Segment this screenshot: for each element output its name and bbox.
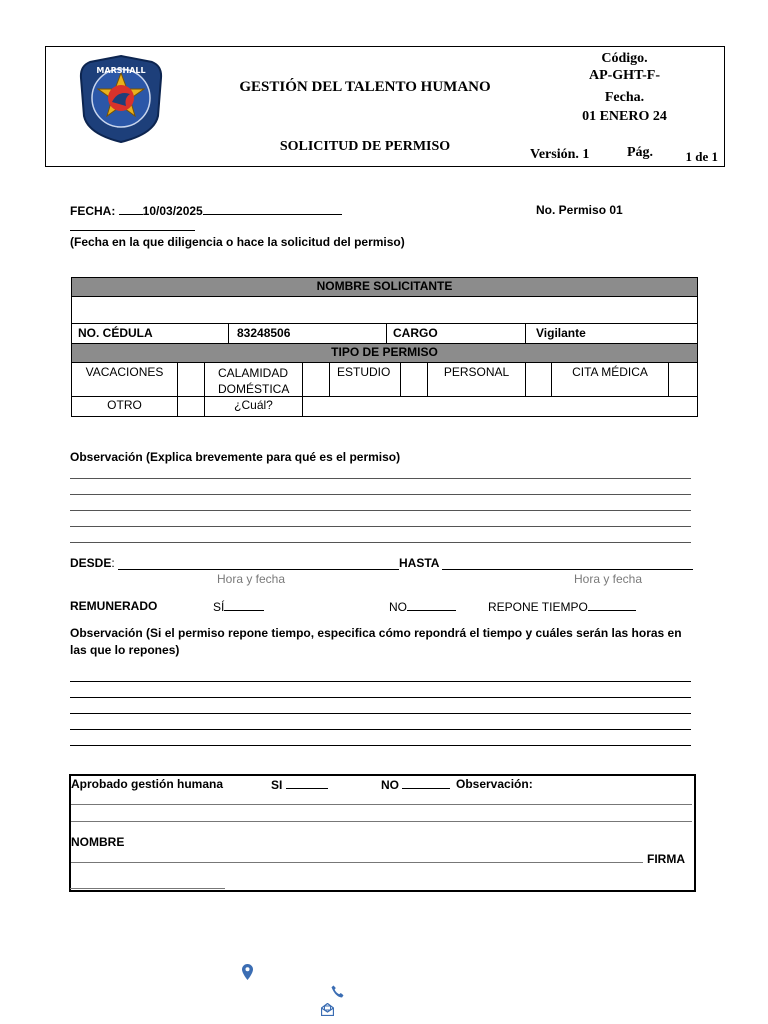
approval-obs-label: Observación: bbox=[456, 777, 533, 791]
type-vacaciones: VACACIONES bbox=[72, 363, 178, 397]
permiso-number bbox=[536, 203, 623, 217]
check-cita-medica[interactable] bbox=[669, 363, 697, 397]
code-value: AP-GHT-F- bbox=[588, 68, 661, 83]
mail-icon bbox=[321, 1003, 334, 1016]
hasta-field[interactable] bbox=[442, 569, 693, 570]
approval-si[interactable]: SI bbox=[271, 777, 328, 792]
repone-tiempo-option[interactable]: REPONE TIEMPO bbox=[488, 599, 636, 614]
desde-hint: Hora y fecha bbox=[217, 572, 286, 586]
page-cell bbox=[623, 127, 724, 166]
firma-label: FIRMA bbox=[647, 852, 685, 866]
date-label: Fecha. bbox=[604, 90, 645, 105]
check-vacaciones[interactable] bbox=[178, 363, 205, 397]
marshall-logo bbox=[78, 54, 164, 144]
check-personal[interactable] bbox=[526, 363, 552, 397]
no-option[interactable]: NO bbox=[389, 599, 456, 614]
header-table bbox=[45, 46, 725, 167]
type-otro: OTRO bbox=[72, 397, 178, 416]
desde-label: DESDE bbox=[70, 556, 112, 570]
fecha-label: FECHA: bbox=[70, 204, 116, 218]
cargo-label: CARGO bbox=[387, 324, 526, 343]
logo-cell bbox=[46, 47, 205, 166]
desde-colon: : bbox=[111, 556, 115, 570]
observation-2-label: Observación (Si el permiso repone tiempo, especifica cómo repondrá el tiempo y cuáles serán las horas en las que lo repones) bbox=[70, 626, 682, 657]
type-cita-medica: CITA MÉDICA bbox=[552, 363, 669, 397]
nombre-label: NOMBRE bbox=[71, 835, 125, 849]
date-value: 01 ENERO 24 bbox=[582, 109, 667, 124]
version-cell bbox=[525, 127, 623, 166]
approval-label: Aprobado gestión humana bbox=[71, 777, 224, 791]
observation-1-label: Observación (Explica brevemente para qué es el permiso) bbox=[70, 450, 401, 464]
which-label: ¿Cuál? bbox=[205, 397, 303, 416]
permiso-label: No. Permiso bbox=[536, 203, 607, 217]
check-calamidad[interactable] bbox=[303, 363, 330, 397]
which-field[interactable] bbox=[303, 397, 697, 416]
nombre-line[interactable] bbox=[71, 862, 643, 863]
cedula-value[interactable]: 83248506 bbox=[229, 324, 387, 343]
code-label: Código. bbox=[601, 51, 648, 66]
type-personal: PERSONAL bbox=[428, 363, 526, 397]
fecha-value[interactable]: 10/03/2025 bbox=[142, 204, 203, 218]
svg-text:MARSHALL: MARSHALL bbox=[96, 66, 146, 75]
hasta-hint: Hora y fecha bbox=[574, 572, 643, 586]
solicitante-table bbox=[71, 277, 698, 417]
location-icon bbox=[242, 964, 253, 980]
tipo-header: TIPO DE PERMISO bbox=[72, 343, 697, 363]
approval-box bbox=[69, 774, 696, 892]
phone-icon bbox=[331, 985, 344, 998]
approval-obs-line-2[interactable] bbox=[71, 821, 692, 822]
document-title: GESTIÓN DEL TALENTO HUMANO bbox=[239, 78, 491, 95]
document-subtitle: SOLICITUD DE PERMISO bbox=[279, 138, 451, 154]
firma-line[interactable] bbox=[70, 888, 225, 889]
check-otro[interactable] bbox=[178, 397, 205, 416]
remunerado-label: REMUNERADO bbox=[70, 599, 158, 613]
version-text: Versión. 1 bbox=[530, 147, 590, 162]
page-value: 1 de 1 bbox=[685, 149, 718, 164]
nombre-header: NOMBRE SOLICITANTE bbox=[72, 278, 697, 297]
desde-row bbox=[70, 556, 115, 570]
type-calamidad: CALAMIDAD DOMÉSTICA bbox=[205, 363, 303, 397]
fecha-underline bbox=[70, 230, 195, 231]
cedula-label: NO. CÉDULA bbox=[72, 324, 229, 343]
si-option[interactable]: SÍ bbox=[213, 599, 264, 614]
fecha-row bbox=[70, 203, 342, 218]
code-cell bbox=[525, 47, 724, 87]
permiso-value[interactable]: 01 bbox=[609, 203, 623, 217]
check-estudio[interactable] bbox=[401, 363, 428, 397]
fecha-note: (Fecha en la que diligencia o hace la solicitud del permiso) bbox=[70, 235, 405, 249]
nombre-field[interactable] bbox=[72, 297, 697, 324]
hasta-label: HASTA bbox=[399, 556, 440, 570]
desde-field[interactable] bbox=[118, 569, 399, 570]
cargo-value[interactable]: Vigilante bbox=[536, 326, 586, 340]
approval-no[interactable]: NO bbox=[381, 777, 450, 792]
date-cell bbox=[525, 87, 724, 127]
type-estudio: ESTUDIO bbox=[330, 363, 401, 397]
page-label: Pág. bbox=[627, 145, 654, 160]
approval-obs-line[interactable] bbox=[71, 804, 692, 805]
